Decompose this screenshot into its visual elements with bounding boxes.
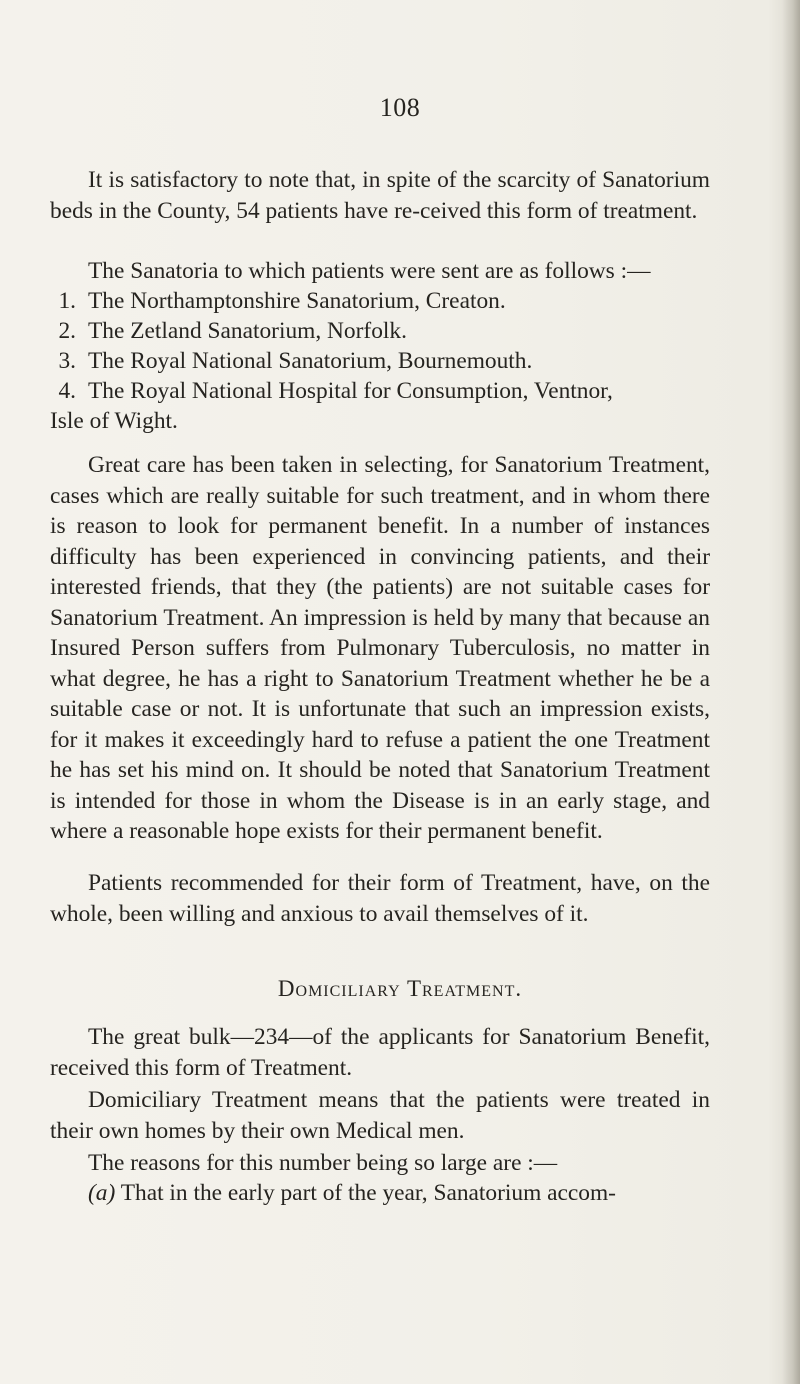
paragraph-great-care: Great care has been taken in selecting, for Sanatorium Treatment, cases which are really suitable for such treatment, and in whom there is reason to look for permanent benefit. In a number of instances difficulty has been experienced in convincing patients, and their interested friends, that they (the patients) are not suitable cases for Sanatorium Treatment. An impression is held by many that because an Insured Person suffers from Pulmonary Tuberculosis, no matter in what degree, he has a right to Sanatorium Treatment whether he be a suitable case or not. It is unfortunate that such an impression exists, for it makes it exceedingly hard to refuse a patient the one Treatment he has set his mind on. It should be noted that Sanatorium Treatment is intended for those in whom the Disease is in an early stage, and where a reasonable hope exists for their permanent benefit. xyxy=(50,452,710,844)
paragraph-reason-a xyxy=(50,1178,710,1209)
list-item-text: The Royal National Hospital for Consumption, Ventnor, xyxy=(88,378,613,404)
paragraph-domiciliary-definition: Domiciliary Treatment means that the patients were treated in their own homes by their own Medical men. xyxy=(50,1087,710,1144)
list-item xyxy=(50,316,710,347)
page-number: 108 xyxy=(379,93,421,122)
list-item-number: 3. xyxy=(58,348,76,374)
page-edge-shadow xyxy=(782,0,800,1384)
section-heading: Domiciliary Treatment. xyxy=(277,976,523,1001)
paragraph-scarcity: It is satisfactory to note that, in spite of the scarcity of Sanatorium beds in the County, 54 patients have re-ceived this form of treatment. xyxy=(50,167,710,224)
paragraph-reasons: The reasons for this number being so large are :— xyxy=(88,1150,558,1176)
paragraph-sanatoria-intro: The Sanatoria to which patients were sent are as follows :— xyxy=(88,258,651,284)
reason-text: That in the early part of the year, Sanatorium accom- xyxy=(120,1180,616,1206)
list-item xyxy=(50,286,710,317)
list-item-text: The Zetland Sanatorium, Norfolk. xyxy=(88,318,407,344)
list-item-number: 4. xyxy=(58,378,76,404)
paragraph-great-bulk: The great bulk—234—of the applicants for Sanatorium Benefit, received this form of Treatment. xyxy=(50,1024,710,1081)
list-item-number: 2. xyxy=(58,318,76,344)
list-item xyxy=(50,346,710,377)
reason-marker: (a) xyxy=(88,1180,116,1206)
list-item-continuation: Isle of Wight. xyxy=(50,408,178,434)
list-item-text: The Northamptonshire Sanatorium, Creaton. xyxy=(88,288,506,314)
paragraph-patients-recommended: Patients recommended for their form of Treatment, have, on the whole, been willing and anxious to avail themselves of it. xyxy=(50,870,710,927)
list-item-number: 1. xyxy=(58,288,76,314)
list-item xyxy=(50,376,710,407)
list-item-text: The Royal National Sanatorium, Bournemouth. xyxy=(88,348,533,374)
